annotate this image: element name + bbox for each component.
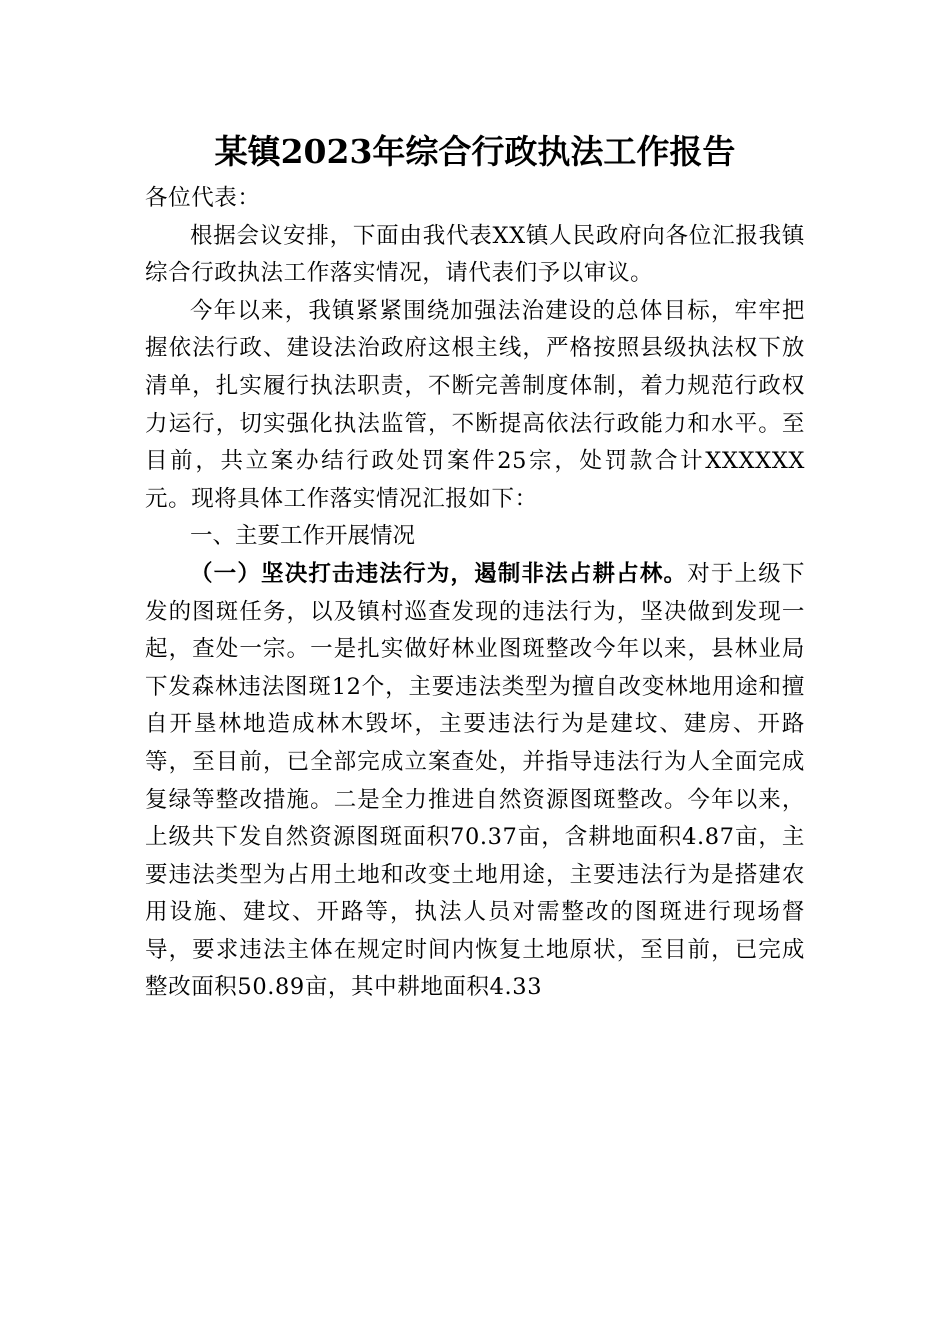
- paragraph-intro: 根据会议安排，下面由我代表XX镇人民政府向各位汇报我镇综合行政执法工作落实情况，请代表们予以审议。: [145, 222, 805, 287]
- document-title: 某镇2023年综合行政执法工作报告: [214, 132, 736, 171]
- subsection-paragraph: [145, 556, 805, 1007]
- paragraph-overview: 今年以来，我镇紧紧围绕加强法治建设的总体目标，牢牢把握依法行政、建设法治政府这根主线，严格按照县级执法权下放清单，扎实履行执法职责，不断完善制度体制，着力规范行政权力运行，切实强化执法监管，不断提高依法行政能力和水平。至目前，共立案办结行政处罚案件25宗，处罚款合计XXXXXX元。现将具体工作落实情况汇报如下：: [145, 297, 805, 512]
- document-page: [145, 128, 805, 1007]
- salutation: 各位代表：: [145, 185, 261, 211]
- subsection-lead: （一）坚决打击违法行为，遏制非法占耕占林。: [190, 560, 688, 587]
- subsection-body: 对于上级下发的图斑任务，以及镇村巡查发现的违法行为，坚决做到发现一起，查处一宗。一是扎实做好林业图斑整改今年以来，县林业局下发森林违法图斑12个，主要违法类型为擅自改变林地用途和擅自开垦林地造成林木毁坏，主要违法行为是建坟、建房、开路等，至目前，已全部完成立案查处，并指导违法行为人全面完成复绿等整改措施。二是全力推进自然资源图斑整改。今年以来，上级共下发自然资源图斑面积70.37亩，含耕地面积4.87亩，主要违法类型为占用土地和改变土地用途，主要违法行为是搭建农用设施、建坟、开路等，执法人员对需整改的图斑进行现场督导，要求违法主体在规定时间内恢复土地原状，至目前，已完成整改面积50.89亩，其中耕地面积4.33: [145, 560, 805, 1001]
- section-heading-main-work: 一、主要工作开展情况: [190, 523, 416, 550]
